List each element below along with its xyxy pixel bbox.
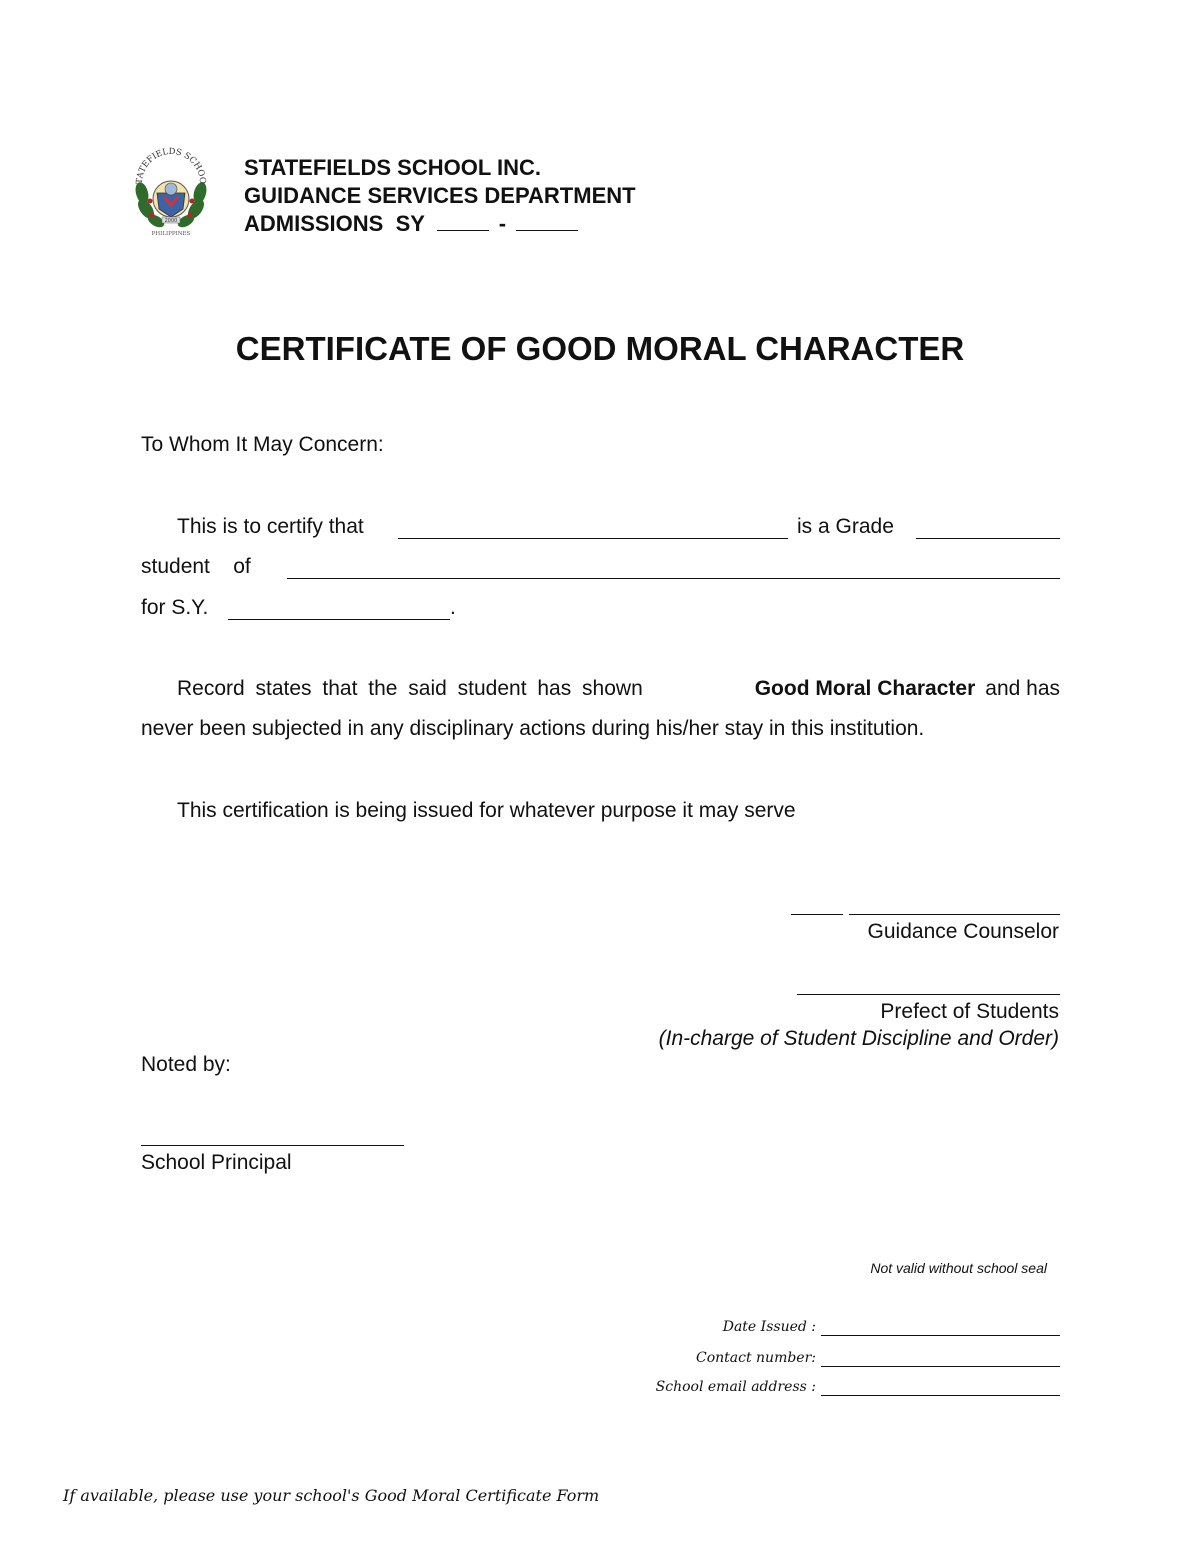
contact-number-label: Contact number: xyxy=(695,1350,816,1366)
sy-start-field[interactable] xyxy=(437,229,489,231)
counselor-label: Guidance Counselor xyxy=(867,920,1059,943)
sy-period: . xyxy=(450,596,456,619)
counselor-signature-line-b[interactable] xyxy=(849,914,1060,915)
record-part1 xyxy=(177,677,755,701)
department-name: GUIDANCE SERVICES DEPARTMENT xyxy=(244,183,636,208)
admissions-line xyxy=(244,210,578,238)
svg-text:2000: 2000 xyxy=(164,218,178,224)
school-name: STATEFIELDS SCHOOL INC. xyxy=(244,155,542,180)
record-part2: and has xyxy=(985,677,1060,700)
school-logo xyxy=(128,143,214,239)
student-name-field[interactable] xyxy=(398,538,788,539)
sy-label: for S.Y. xyxy=(141,596,209,619)
school-email-label: School email address : xyxy=(655,1379,816,1395)
principal-signature-line[interactable] xyxy=(141,1145,404,1146)
contact-number-field[interactable] xyxy=(821,1366,1060,1367)
prefect-signature-line[interactable] xyxy=(797,994,1060,995)
noted-by-label: Noted by: xyxy=(141,1053,231,1076)
salutation: To Whom It May Concern: xyxy=(141,433,384,456)
grade-text: is a Grade xyxy=(797,515,894,538)
prefect-note: (In-charge of Student Discipline and Order) xyxy=(658,1027,1059,1050)
admissions-label: ADMISSIONS SY xyxy=(244,211,425,236)
svg-text:PHILIPPINES: PHILIPPINES xyxy=(151,231,191,237)
certificate-title: CERTIFICATE OF GOOD MORAL CHARACTER xyxy=(235,330,965,367)
date-issued-field[interactable] xyxy=(821,1335,1060,1336)
school-seal-icon xyxy=(128,143,214,239)
grade-field[interactable] xyxy=(916,538,1060,539)
footer-note: If available, please use your school's Good Moral Certificate Form xyxy=(63,1486,600,1505)
prefect-label: Prefect of Students xyxy=(880,1000,1059,1023)
counselor-signature-line-a[interactable] xyxy=(791,914,843,915)
certify-intro: This is to certify that xyxy=(177,515,364,538)
admissions-separator: - xyxy=(498,211,507,236)
record-bold: Good Moral Character xyxy=(754,677,976,700)
record-text-a: Record states that the said student has shown xyxy=(177,677,643,700)
school-field[interactable] xyxy=(287,578,1060,579)
svg-text:STATEFIELDS SCHOOL: TATEFIELDS SCHOO xyxy=(134,146,208,185)
sy-field[interactable] xyxy=(228,619,450,620)
principal-label: School Principal xyxy=(141,1151,292,1174)
record-line-1 xyxy=(177,677,1060,701)
sy-end-field[interactable] xyxy=(516,229,578,231)
date-issued-label: Date Issued : xyxy=(722,1319,816,1335)
record-line-2: never been subjected in any disciplinary actions during his/her stay in this institution. xyxy=(141,717,925,740)
student-of-text: student of xyxy=(141,555,251,578)
school-email-field[interactable] xyxy=(821,1395,1060,1396)
seal-note: Not valid without school seal xyxy=(870,1260,1047,1276)
purpose-text: This certification is being issued for whatever purpose it may serve xyxy=(177,799,796,822)
